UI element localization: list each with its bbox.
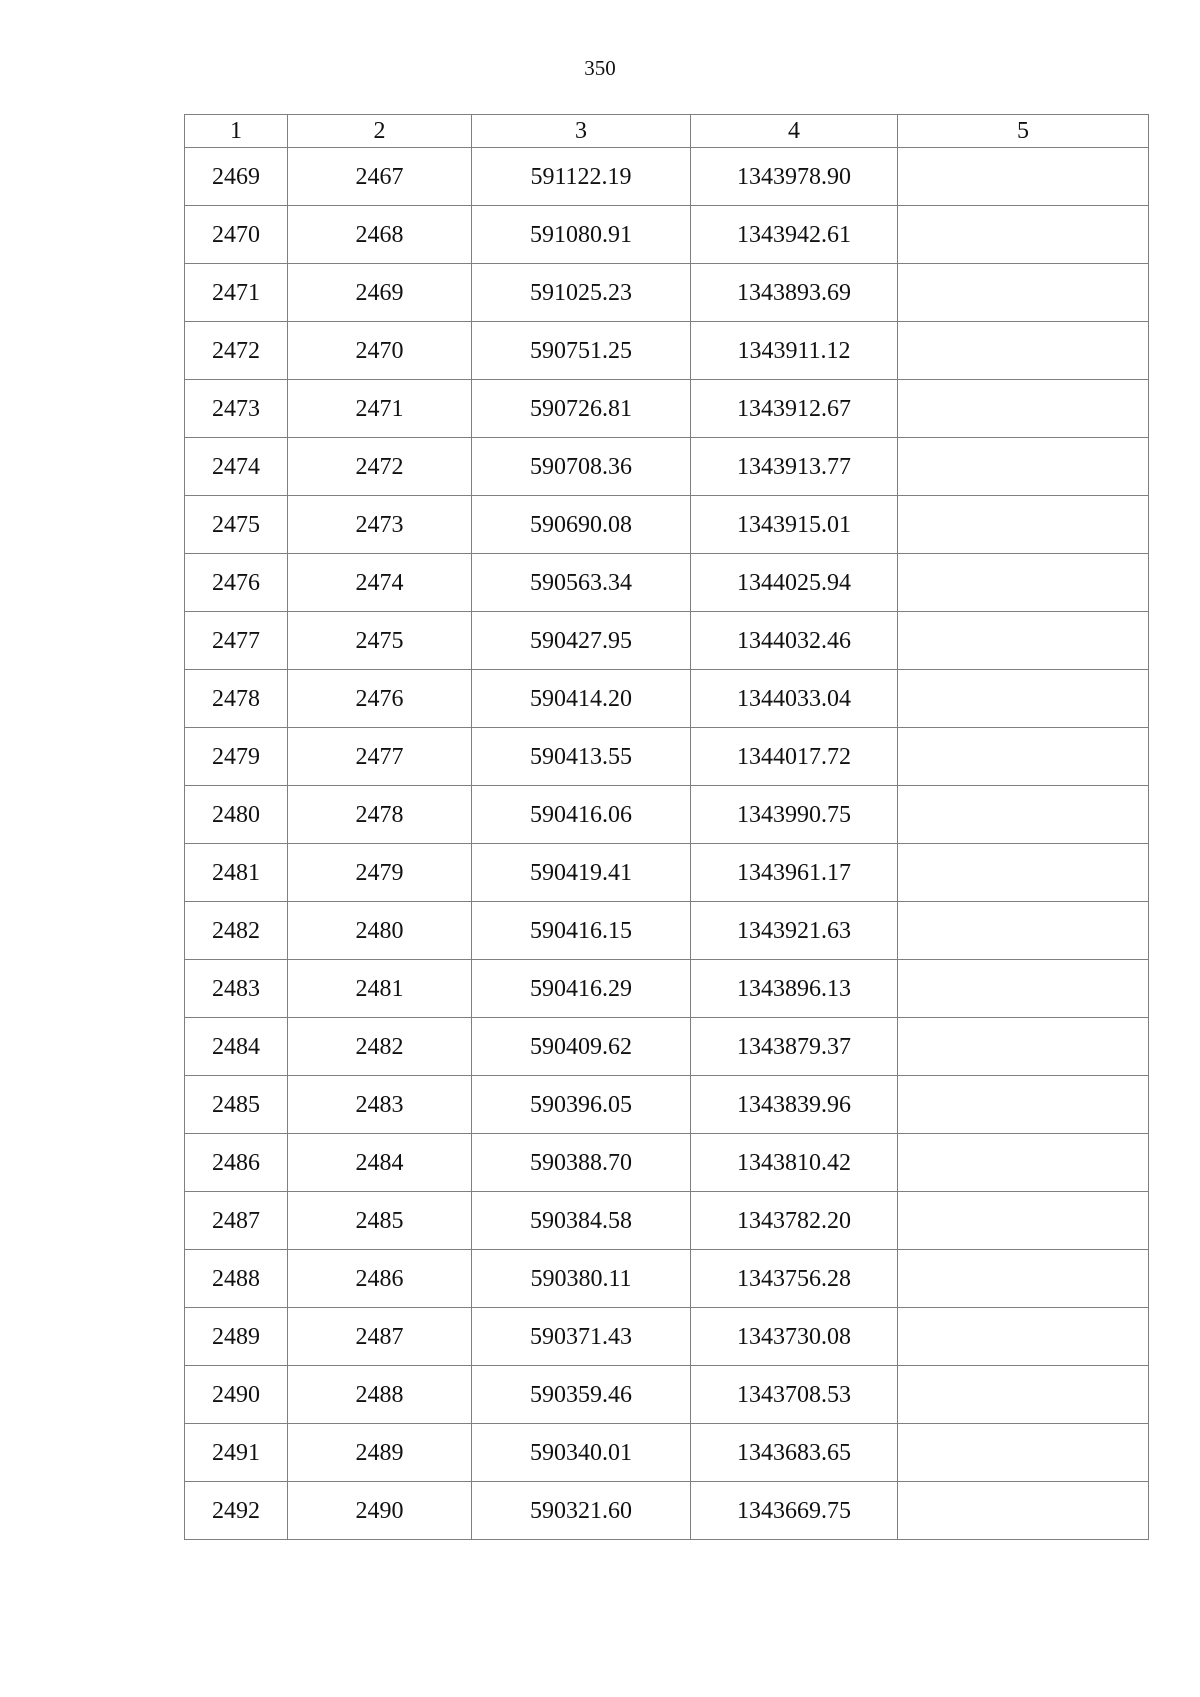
table-cell: 1343839.96 (691, 1076, 898, 1134)
table-row (185, 554, 1149, 612)
table-cell: 2470 (185, 206, 288, 264)
table-cell: 2490 (185, 1366, 288, 1424)
table-cell: 2488 (185, 1250, 288, 1308)
table-row (185, 1482, 1149, 1540)
table-cell: 2477 (185, 612, 288, 670)
table-row (185, 728, 1149, 786)
table-cell: 1343782.20 (691, 1192, 898, 1250)
table-cell: 1343893.69 (691, 264, 898, 322)
table-cell: 1344025.94 (691, 554, 898, 612)
table-cell: 2490 (288, 1482, 472, 1540)
table-cell: 591025.23 (472, 264, 691, 322)
table-cell: 2487 (288, 1308, 472, 1366)
table-cell: 2479 (288, 844, 472, 902)
table-row (185, 1192, 1149, 1250)
table-cell: 1343669.75 (691, 1482, 898, 1540)
table-cell: 590413.55 (472, 728, 691, 786)
table-cell: 590321.60 (472, 1482, 691, 1540)
table-cell: 2481 (185, 844, 288, 902)
table-cell: 1343683.65 (691, 1424, 898, 1482)
table-cell (898, 496, 1149, 554)
table-cell (898, 206, 1149, 264)
table-cell (898, 438, 1149, 496)
table-cell (898, 1482, 1149, 1540)
header-cell: 1 (185, 115, 288, 148)
table-cell: 1344017.72 (691, 728, 898, 786)
table-row (185, 438, 1149, 496)
table-row (185, 1424, 1149, 1482)
table-row (185, 1076, 1149, 1134)
table-cell: 2483 (185, 960, 288, 1018)
table-cell: 590371.43 (472, 1308, 691, 1366)
table-cell: 2486 (185, 1134, 288, 1192)
table-cell (898, 786, 1149, 844)
table-cell (898, 554, 1149, 612)
table-row (185, 670, 1149, 728)
table-cell: 2482 (288, 1018, 472, 1076)
table-cell: 2488 (288, 1366, 472, 1424)
table-cell: 2485 (185, 1076, 288, 1134)
table-row (185, 1134, 1149, 1192)
table-row (185, 786, 1149, 844)
table-row (185, 264, 1149, 322)
table-cell: 590563.34 (472, 554, 691, 612)
table-cell (898, 148, 1149, 206)
table-row (185, 1018, 1149, 1076)
table-cell: 590419.41 (472, 844, 691, 902)
table-row (185, 380, 1149, 438)
header-row (185, 115, 1149, 148)
table-cell: 590416.06 (472, 786, 691, 844)
coordinates-table (184, 114, 1149, 1540)
table-cell: 1343921.63 (691, 902, 898, 960)
table-cell: 590388.70 (472, 1134, 691, 1192)
table-cell: 590340.01 (472, 1424, 691, 1482)
table-cell: 590414.20 (472, 670, 691, 728)
table-cell: 590708.36 (472, 438, 691, 496)
table-cell: 2475 (185, 496, 288, 554)
table-cell: 2487 (185, 1192, 288, 1250)
table-cell: 1343708.53 (691, 1366, 898, 1424)
table-cell: 590359.46 (472, 1366, 691, 1424)
table-cell: 2469 (185, 148, 288, 206)
table-row (185, 902, 1149, 960)
table-cell: 2489 (288, 1424, 472, 1482)
table-cell: 1343810.42 (691, 1134, 898, 1192)
table-row (185, 960, 1149, 1018)
table-cell: 2484 (185, 1018, 288, 1076)
table-header (185, 115, 1149, 148)
table-cell: 1343915.01 (691, 496, 898, 554)
table-cell (898, 1308, 1149, 1366)
table-cell: 2474 (185, 438, 288, 496)
table-cell: 1344033.04 (691, 670, 898, 728)
table-cell: 2480 (185, 786, 288, 844)
table-cell: 1343730.08 (691, 1308, 898, 1366)
table-cell: 2492 (185, 1482, 288, 1540)
table-cell: 1343942.61 (691, 206, 898, 264)
table-cell: 1343911.12 (691, 322, 898, 380)
table-body (185, 148, 1149, 1540)
table-cell: 2473 (288, 496, 472, 554)
table-cell: 2485 (288, 1192, 472, 1250)
table-cell: 590416.29 (472, 960, 691, 1018)
table-cell: 2472 (185, 322, 288, 380)
table-cell: 1343978.90 (691, 148, 898, 206)
table-row (185, 612, 1149, 670)
table-cell: 2471 (185, 264, 288, 322)
table-cell (898, 1192, 1149, 1250)
table-cell: 2480 (288, 902, 472, 960)
table-cell: 2475 (288, 612, 472, 670)
table-cell (898, 902, 1149, 960)
table-cell: 590409.62 (472, 1018, 691, 1076)
table-cell (898, 612, 1149, 670)
table-cell: 2489 (185, 1308, 288, 1366)
table-cell (898, 1076, 1149, 1134)
table-cell: 2479 (185, 728, 288, 786)
table-cell (898, 1134, 1149, 1192)
page-number: 350 (584, 56, 616, 80)
table-cell: 2474 (288, 554, 472, 612)
header-cell: 4 (691, 115, 898, 148)
table-cell: 2478 (185, 670, 288, 728)
table-cell: 1343879.37 (691, 1018, 898, 1076)
table-cell (898, 1018, 1149, 1076)
table-cell: 590416.15 (472, 902, 691, 960)
table-cell: 2476 (185, 554, 288, 612)
table-cell: 2481 (288, 960, 472, 1018)
table-cell (898, 1424, 1149, 1482)
table-cell: 2470 (288, 322, 472, 380)
table-cell: 1343990.75 (691, 786, 898, 844)
table-cell (898, 844, 1149, 902)
table-cell: 2486 (288, 1250, 472, 1308)
table-cell: 2477 (288, 728, 472, 786)
table-cell: 590690.08 (472, 496, 691, 554)
table-cell: 1343913.77 (691, 438, 898, 496)
table-cell: 2478 (288, 786, 472, 844)
table-cell (898, 670, 1149, 728)
table-cell: 2484 (288, 1134, 472, 1192)
table-cell: 590380.11 (472, 1250, 691, 1308)
table-cell: 2482 (185, 902, 288, 960)
table-cell (898, 322, 1149, 380)
table-cell: 590751.25 (472, 322, 691, 380)
table-cell: 1343961.17 (691, 844, 898, 902)
header-cell: 3 (472, 115, 691, 148)
table-row (185, 844, 1149, 902)
table-cell: 2467 (288, 148, 472, 206)
header-cell: 5 (898, 115, 1149, 148)
table-row (185, 1308, 1149, 1366)
header-cell: 2 (288, 115, 472, 148)
table-row (185, 1250, 1149, 1308)
table-row (185, 322, 1149, 380)
table-cell: 2468 (288, 206, 472, 264)
table-cell: 1344032.46 (691, 612, 898, 670)
table-cell (898, 728, 1149, 786)
table-cell (898, 960, 1149, 1018)
table-cell (898, 1366, 1149, 1424)
table-cell: 591122.19 (472, 148, 691, 206)
table-cell: 1343756.28 (691, 1250, 898, 1308)
table-cell: 2472 (288, 438, 472, 496)
table-cell (898, 1250, 1149, 1308)
table-cell: 591080.91 (472, 206, 691, 264)
table-cell: 1343912.67 (691, 380, 898, 438)
table-cell: 590384.58 (472, 1192, 691, 1250)
table-cell: 2473 (185, 380, 288, 438)
table-cell: 2476 (288, 670, 472, 728)
table-row (185, 496, 1149, 554)
table-cell: 1343896.13 (691, 960, 898, 1018)
table-cell (898, 380, 1149, 438)
table-cell: 2483 (288, 1076, 472, 1134)
table-cell: 590726.81 (472, 380, 691, 438)
table-cell: 2471 (288, 380, 472, 438)
table-cell: 590396.05 (472, 1076, 691, 1134)
table-cell (898, 264, 1149, 322)
table-row (185, 1366, 1149, 1424)
table-cell: 2491 (185, 1424, 288, 1482)
table-cell: 2469 (288, 264, 472, 322)
table-row (185, 148, 1149, 206)
table-row (185, 206, 1149, 264)
table-cell: 590427.95 (472, 612, 691, 670)
